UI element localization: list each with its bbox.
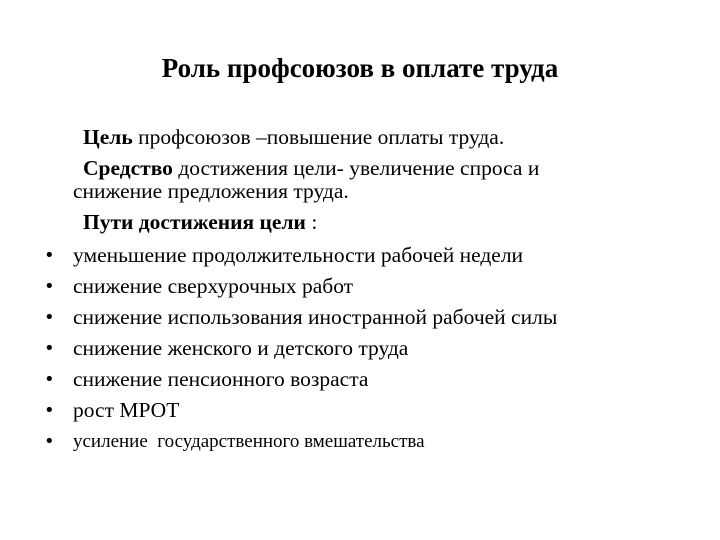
bullet-icon: • <box>44 307 55 328</box>
ways-paragraph <box>44 211 694 234</box>
list-item <box>44 240 694 271</box>
list-item-text: рост МРОТ <box>73 398 180 422</box>
list-item-text: уменьшение продолжительности рабочей недели <box>73 243 524 267</box>
ways-label: Пути достижения цели <box>83 210 306 234</box>
goal-text: профсоюзов –повышение оплаты труда. <box>132 125 505 149</box>
bullet-icon: • <box>44 338 55 359</box>
bullet-icon: • <box>44 431 55 452</box>
bullet-icon: • <box>44 369 55 390</box>
list-item-text: снижение сверхурочных работ <box>73 274 354 298</box>
bullet-icon: • <box>44 245 55 266</box>
goal-label: Цель <box>83 125 133 149</box>
list-item-text: снижение использования иностранной рабочей силы <box>73 305 558 329</box>
goal-paragraph <box>44 126 694 149</box>
means-text: достижения цели- увеличение спроса и <box>172 156 540 180</box>
means-continuation: снижение предложения труда. <box>73 179 349 203</box>
ways-text: : <box>305 210 318 234</box>
means-label: Средство <box>83 156 173 180</box>
list-item <box>44 302 694 333</box>
bullet-icon: • <box>44 400 55 421</box>
list-item <box>44 395 694 426</box>
bullet-icon: • <box>44 276 55 297</box>
list-item-text: усиление государственного вмешательства <box>73 431 425 452</box>
slide-title: Роль профсоюзов в оплате труда <box>161 53 559 83</box>
list-item <box>44 426 694 457</box>
list-item-text: снижение женского и детского труда <box>73 336 409 360</box>
list-item <box>44 333 694 364</box>
slide-body <box>44 126 694 457</box>
list-item <box>44 364 694 395</box>
list-item <box>44 271 694 302</box>
means-paragraph <box>44 157 694 203</box>
ways-list <box>44 240 694 457</box>
list-item-text: снижение пенсионного возраста <box>73 367 369 391</box>
